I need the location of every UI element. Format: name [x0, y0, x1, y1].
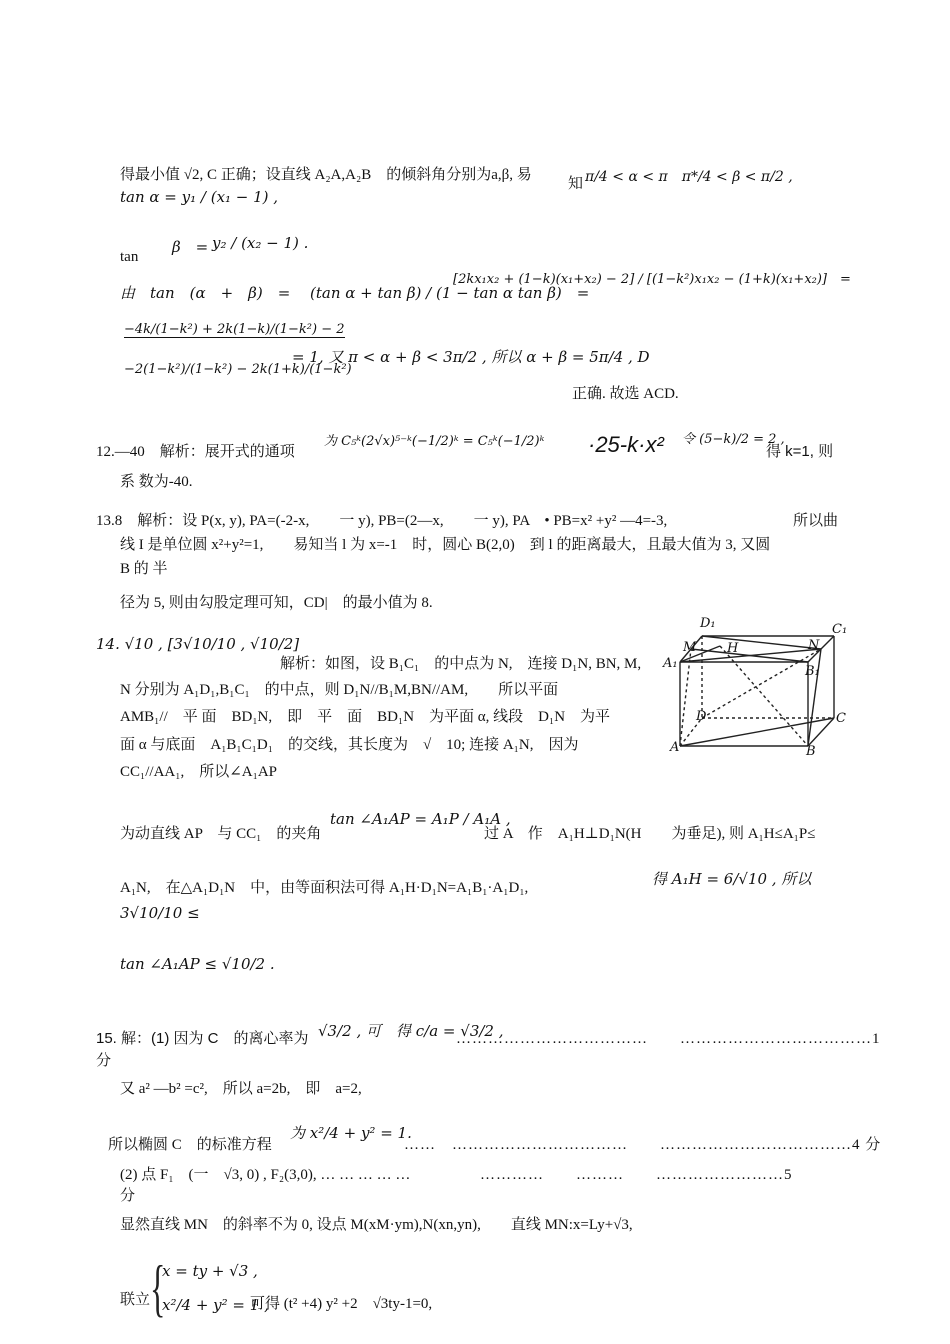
text-line: 所以曲 — [793, 513, 839, 529]
cube-label: D₁ — [700, 616, 716, 631]
text-line: tan — [120, 249, 139, 265]
text-line: A₁N, 在△A₁D₁N 中，由等面积法可得 A₁H·D₁N=A₁B₁·A₁D₁, — [120, 880, 529, 896]
formula: y₂ / (x₂ − 1) . — [212, 234, 309, 252]
text-line: 为动直线 AP 与 CC₁ 的夹角 — [120, 826, 322, 842]
text-line: 得最小值 √2, C 正确；设直线 A₂A,A₂B 的倾斜角分别为a,β, 易 — [120, 167, 532, 183]
formula: 3√10/10 ≤ — [120, 904, 200, 922]
formula: √3/2 , 可 得 c/a = √3/2 , — [318, 1022, 504, 1040]
text-line: 分 — [120, 1188, 136, 1204]
cube-label: M — [683, 640, 697, 655]
formula: x = ty + √3 , — [162, 1262, 258, 1280]
cube-label: H — [727, 641, 739, 656]
formula: tan ∠A₁AP = A₁P / A₁A , — [330, 810, 511, 828]
formula-large: ·25-k·x² — [588, 432, 664, 457]
formula-fraction-num: −4k/(1−k²) + 2k(1−k)/(1−k²) − 2 — [124, 322, 345, 337]
text-line: (2) 点 F₁ (一 √3, 0) , F₂(3,0), … … … … … — [120, 1167, 411, 1183]
text-line: 系 数为-40. — [120, 474, 193, 490]
formula: 为 x²/4 + y² = 1. — [290, 1124, 412, 1142]
q14-answer: 14. √10 , [3√10/10 , √10/2] — [96, 635, 300, 653]
cube-label: A — [670, 740, 680, 755]
text-line: 知 — [568, 176, 584, 192]
text-line: 解析：如图，设 B₁C₁ 的中点为 N, 连接 D₁N, BN, M, — [280, 656, 642, 672]
text-line: 显然直线 MN 的斜率不为 0, 设点 M(xM·ym),N(xn,yn), 直线 MN:x=Ly+√3, — [120, 1217, 633, 1233]
q12-line: 12.—40 解析：展开式的通项 — [96, 444, 295, 460]
text-line: B 的 半 — [120, 561, 168, 577]
score-dots: ……………………………… ………………………………1 — [456, 1031, 881, 1047]
text-line: 所以椭圆 C 的标准方程 — [108, 1137, 272, 1153]
text-line: 面 α 与底面 A₁B₁C₁D₁ 的交线，其长度为 √ 10; 连接 A₁N, 因为 — [120, 737, 579, 753]
q13-line: 13.8 解析：设 P(x, y), PA=(-2-x, 一 y), PB=(2—x, 一 y), PA • PB=x² +y² —4=-3, — [96, 513, 668, 529]
formula: = 1, 又 π < α + β < 3π/2 , 所以 α + β = 5π/4 , D — [292, 348, 650, 366]
formula: β = — [172, 238, 209, 256]
formula: (tan α + tan β) / (1 − tan α tan β) = — [310, 284, 590, 302]
text-line: 得 k=1, 则 — [766, 443, 834, 460]
formula: 由 tan (α + β) = — [120, 284, 291, 302]
q15-line: 15. 解：(1) 因为 C 的离心率为 — [96, 1030, 309, 1047]
text-line: 又 a² —b² =c², 所以 a=2b, 即 a=2, — [120, 1081, 362, 1097]
cube-label: D — [696, 709, 707, 724]
text-line: 过 A 作 A₁H⊥D₁N(H 为垂足), 则 A₁H≤A₁P≤ — [484, 826, 816, 842]
cube-label: N — [808, 638, 820, 653]
text-line: 正确. 故选 ACD. — [572, 386, 679, 402]
formula: π/4 < α < π π*/4 < β < π/2 , — [585, 169, 793, 185]
formula: tan α = y₁ / (x₁ − 1) , — [120, 188, 279, 206]
formula-fraction-den: −2(1−k²)/(1−k²) − 2k(1+k)/(1−k²) — [124, 362, 352, 377]
score-dots: …… …………………………… ………………………………4 分 — [404, 1137, 882, 1153]
formula: 令 (5−k)/2 = 2 , — [682, 432, 785, 447]
cube-label: B₁ — [805, 664, 820, 679]
text-line: N 分别为 A₁D₁,B₁C₁ 的中点，则 D₁N//B₁M,BN//AM, 所以平面 — [120, 682, 559, 698]
formula: 得 A₁H = 6/√10 , 所以 — [652, 870, 812, 888]
text-line: 可得 (t² +4) y² +2 √3ty-1=0, — [250, 1296, 433, 1312]
cube-label: C₁ — [832, 622, 848, 637]
text-line: CC₁//AA₁, 所以∠A₁AP — [120, 764, 278, 780]
text-line: 径为 5, 则由勾股定理可知，CD| 的最小值为 8. — [120, 595, 433, 611]
score-dots: ………… ……… ……………………5 — [480, 1167, 793, 1183]
text-line: 联立 — [120, 1292, 151, 1308]
cube-label: A₁ — [663, 656, 678, 671]
formula: x²/4 + y² = 1 , — [162, 1296, 269, 1314]
text-line: 分 — [96, 1053, 112, 1069]
formula: [2kx₁x₂ + (1−k)(x₁+x₂) − 2] / [(1−k²)x₁x₂ − (1+k)(x₁+x₂)] = — [453, 272, 851, 287]
cube-label: C — [836, 711, 846, 726]
text-line: 线 I 是单位圆 x²+y²=1, 易知当 l 为 x=-1 时，圆心 B(2,0) 到 l 的距离最大，且最大值为 3, 又圆 — [120, 537, 771, 553]
text-line: AMB₁// 平 面 BD₁N, 即 平 面 BD₁N 为平面 α, 线段 D₁N 为平 — [120, 709, 611, 725]
cube-label: B — [806, 744, 816, 759]
brace: { — [150, 1252, 166, 1323]
formula: 为 C₅ᵏ(2√x)⁵⁻ᵏ(−1/2)ᵏ = C₅ᵏ(−1/2)ᵏ — [324, 434, 545, 449]
formula: tan ∠A₁AP ≤ √10/2 . — [120, 955, 275, 973]
